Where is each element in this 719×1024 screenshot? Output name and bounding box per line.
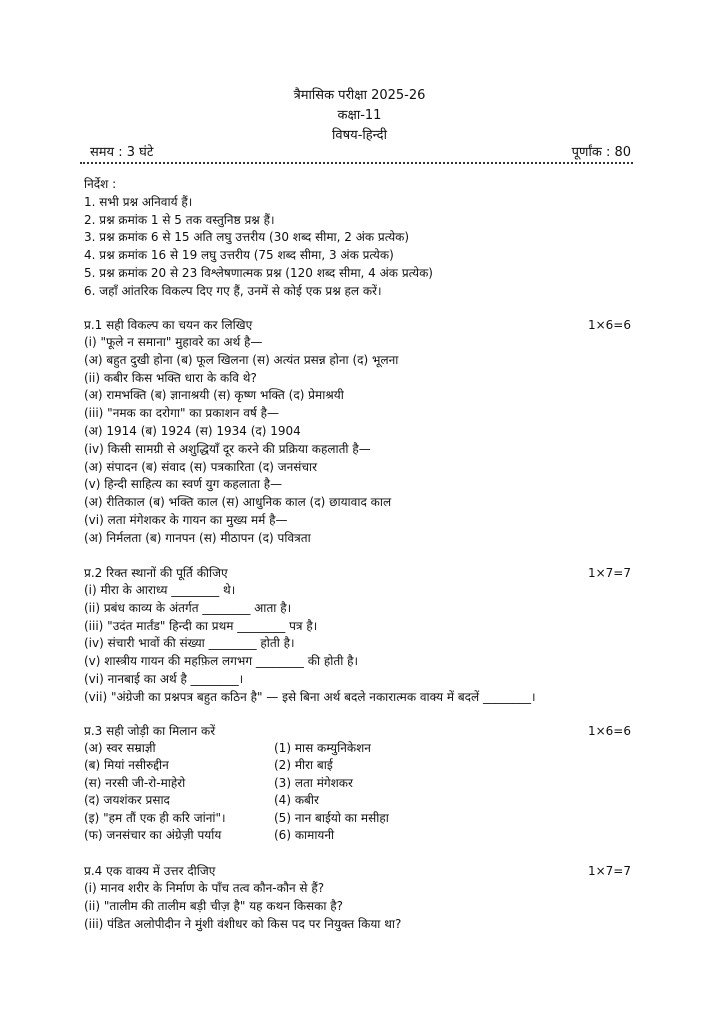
question-line: (अ) बहुत दुखी होना (ब) फूल खिलना (स) अत्यंत प्रसन्न होना (द) भूलना [84,352,399,367]
question-4-marks: 1×7=7 [587,864,631,878]
match-left: (स) नरसी जी-रो-माहेरो [84,775,186,790]
question-4-title: प्र.4 एक वाक्य में उत्तर दीजिए [84,864,216,878]
question-3 [84,722,631,844]
question-1-marks: 1×6=6 [587,318,631,332]
question-line: (अ) 1914 (ब) 1924 (स) 1934 (द) 1904 [84,423,301,438]
match-left: (द) जयशंकर प्रसाद [84,793,170,808]
instruction-item: 1. सभी प्रश्न अनिवार्य हैं। [84,194,193,209]
question-3-title: प्र.3 सही जोड़ी का मिलान करें [84,724,216,738]
question-line: (i) मीरा के आराध्य ________ थे। [84,583,236,597]
instructions-heading: निर्देश : [84,177,117,191]
question-line: (अ) रामभक्ति (ब) ज्ञानाश्रयी (स) कृष्ण भक्ति (द) प्रेमाश्रयी [84,388,344,403]
max-marks-label: पूर्णांक : 80 [571,145,631,160]
instruction-item: 4. प्रश्न क्रमांक 16 से 19 लघु उत्तरीय (75 शब्द सीमा, 3 अंक प्रत्येक) [84,248,394,263]
match-right: (5) नान बाईयो का मसीहा [274,810,389,825]
question-line: (iii) "उदंत मार्तंड" हिन्दी का प्रथम ________ पत्र है। [84,618,318,633]
question-2 [84,564,631,707]
question-line: (ii) कबीर किस भक्ति धारा के कवि थे? [84,370,257,385]
question-line: (iii) "नमक का दरोगा" का प्रकाशन वर्ष है— [84,406,280,421]
question-line: (iv) संचारी भावों की संख्या ________ होती है। [84,636,295,651]
match-left: (इ) "हम तौं एक ही करि जांनां"। [84,810,226,825]
question-line: (ii) "तालीम की तालीम बड़ी चीज़ है" यह कथन किसका है? [84,898,344,913]
match-row [84,792,631,809]
match-row [84,827,631,844]
question-2-marks: 1×7=7 [587,566,631,580]
exam-title: त्रैमासिक परीक्षा 2025-26 [293,88,426,103]
match-left: (ब) मियां नसीरुद्दीन [84,758,169,773]
question-line: (अ) संपादन (ब) संवाद (स) पत्रकारिता (द) जनसंचार [84,459,318,474]
question-line: (v) शास्त्रीय गायन की महफ़िल लगभग ________ की होती है। [84,654,359,669]
match-left: (अ) स्वर सम्राज्ञी [84,741,156,755]
question-line: (vi) लता मंगेशकर के गायन का मुख्य मर्म है— [84,512,288,527]
exam-header [0,86,719,146]
instruction-item: 3. प्रश्न क्रमांक 6 से 15 अति लघु उत्तरीय (30 शब्द सीमा, 2 अंक प्रत्येक) [84,230,410,245]
match-row [84,740,631,757]
instruction-item: 5. प्रश्न क्रमांक 20 से 23 विश्लेषणात्मक प्रश्न (120 शब्द सीमा, 4 अंक प्रत्येक) [84,265,433,280]
question-1 [84,316,631,548]
match-row [84,775,631,792]
match-row [84,810,631,827]
instructions-section [84,176,631,301]
question-2-title: प्र.2 रिक्त स्थानों की पूर्ति कीजिए [84,566,228,580]
match-right: (4) कबीर [274,793,319,808]
match-left: (फ) जनसंचार का अंग्रेज़ी पर्याय [84,827,222,842]
exam-meta [90,142,631,160]
question-line: (vi) नानबाई का अर्थ है ________। [84,671,244,686]
question-line: (अ) निर्मलता (ब) गानपन (स) मीठापन (द) पवित्रता [84,530,311,545]
question-line: (i) "फूले न समाना" मुहावरे का अर्थ है— [84,335,263,349]
match-right: (2) मीरा बाई [274,758,333,773]
question-1-title: प्र.1 सही विकल्प का चयन कर लिखिए [84,318,253,332]
instruction-item: 2. प्रश्न क्रमांक 1 से 5 तक वस्तुनिष्ठ प्रश्न हैं। [84,212,275,227]
match-row [84,757,631,774]
match-right: (1) मास कम्युनिकेशन [274,741,371,755]
question-4 [84,862,631,933]
subject-label: विषय-हिन्दी [332,128,387,143]
instruction-item: 6. जहाँ आंतरिक विकल्प दिए गए हैं, उनमें से कोई एक प्रश्न हल करें। [84,283,382,298]
class-label: कक्षा-11 [337,108,382,123]
time-label: समय : 3 घंटे [90,145,154,160]
match-right: (6) कामायनी [274,827,335,842]
header-divider [80,162,633,164]
question-3-heading [84,722,631,740]
question-line: (अ) रीतिकाल (ब) भक्ति काल (स) आधुनिक काल (द) छायावाद काल [84,495,392,510]
question-line: (ii) प्रबंध काव्य के अंतर्गत ________ आता है। [84,600,292,615]
question-line: (i) मानव शरीर के निर्माण के पाँच तत्व कौन-कौन से हैं? [84,881,325,895]
question-line: (v) हिन्दी साहित्य का स्वर्ण युग कहलाता है— [84,477,283,492]
match-right: (3) लता मंगेशकर [274,775,353,790]
question-1-heading [84,316,631,334]
question-2-heading [84,564,631,582]
question-line: (iii) पंडित अलोपीदीन ने मुंशी वंशीधर को किस पद पर नियुक्त किया था? [84,916,402,931]
question-line: (iv) किसी सामग्री से अशुद्धियाँ दूर करने की प्रक्रिया कहलाती है— [84,441,371,456]
question-line: (vii) "अंग्रेजी का प्रश्नपत्र बहुत कठिन है" — इसे बिना अर्थ बदले नकारात्मक वाक्य में बदलें ________। [84,689,536,704]
question-4-heading [84,862,631,880]
question-3-marks: 1×6=6 [587,724,631,738]
